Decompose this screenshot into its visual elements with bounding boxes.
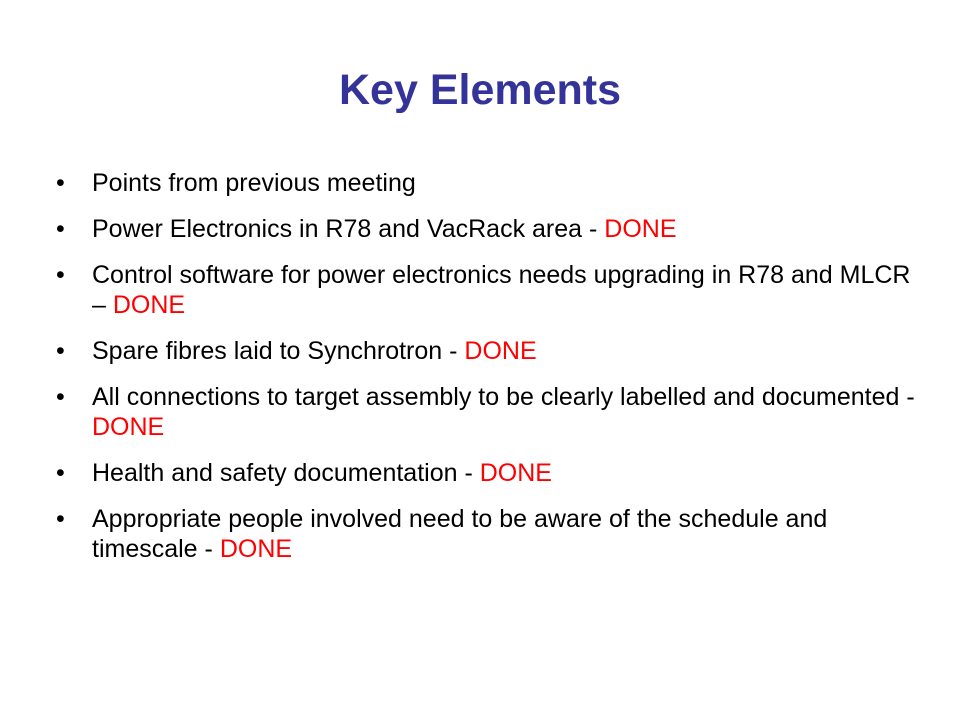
bullet-item bbox=[56, 382, 916, 442]
bullet-text: Health and safety documentation - bbox=[92, 459, 480, 487]
bullet-text: Appropriate people involved need to be aware of the schedule and timescale - bbox=[92, 505, 828, 563]
status-done: DONE bbox=[92, 413, 165, 441]
bullet-text: Points from previous meeting bbox=[92, 169, 416, 197]
bullet-marker: • bbox=[56, 169, 65, 197]
bullet-item bbox=[56, 168, 916, 198]
status-done: DONE bbox=[219, 535, 293, 563]
bullet-marker: • bbox=[56, 337, 65, 365]
status-done: DONE bbox=[112, 291, 186, 319]
bullet-marker: • bbox=[56, 459, 65, 487]
status-done: DONE bbox=[604, 215, 677, 243]
bullet-item bbox=[56, 214, 916, 244]
bullet-marker: • bbox=[56, 505, 65, 533]
bullet-marker: • bbox=[56, 383, 65, 411]
bullet-text: Control software for power electronics needs upgrading in R78 and MLCR – bbox=[92, 261, 911, 319]
bullet-text: All connections to target assembly to be clearly labelled and documented - bbox=[92, 383, 915, 411]
bullet-item bbox=[56, 260, 916, 320]
bullet-marker: • bbox=[56, 261, 65, 289]
bullet-item bbox=[56, 336, 916, 366]
bullet-list bbox=[56, 168, 916, 580]
slide-title: Key Elements bbox=[338, 66, 622, 114]
bullet-item bbox=[56, 458, 916, 488]
status-done: DONE bbox=[479, 459, 552, 487]
bullet-item bbox=[56, 504, 916, 564]
bullet-marker: • bbox=[56, 215, 65, 243]
bullet-text: Power Electronics in R78 and VacRack area - bbox=[92, 215, 605, 243]
bullet-text: Spare fibres laid to Synchrotron - bbox=[92, 337, 465, 365]
status-done: DONE bbox=[464, 337, 537, 365]
